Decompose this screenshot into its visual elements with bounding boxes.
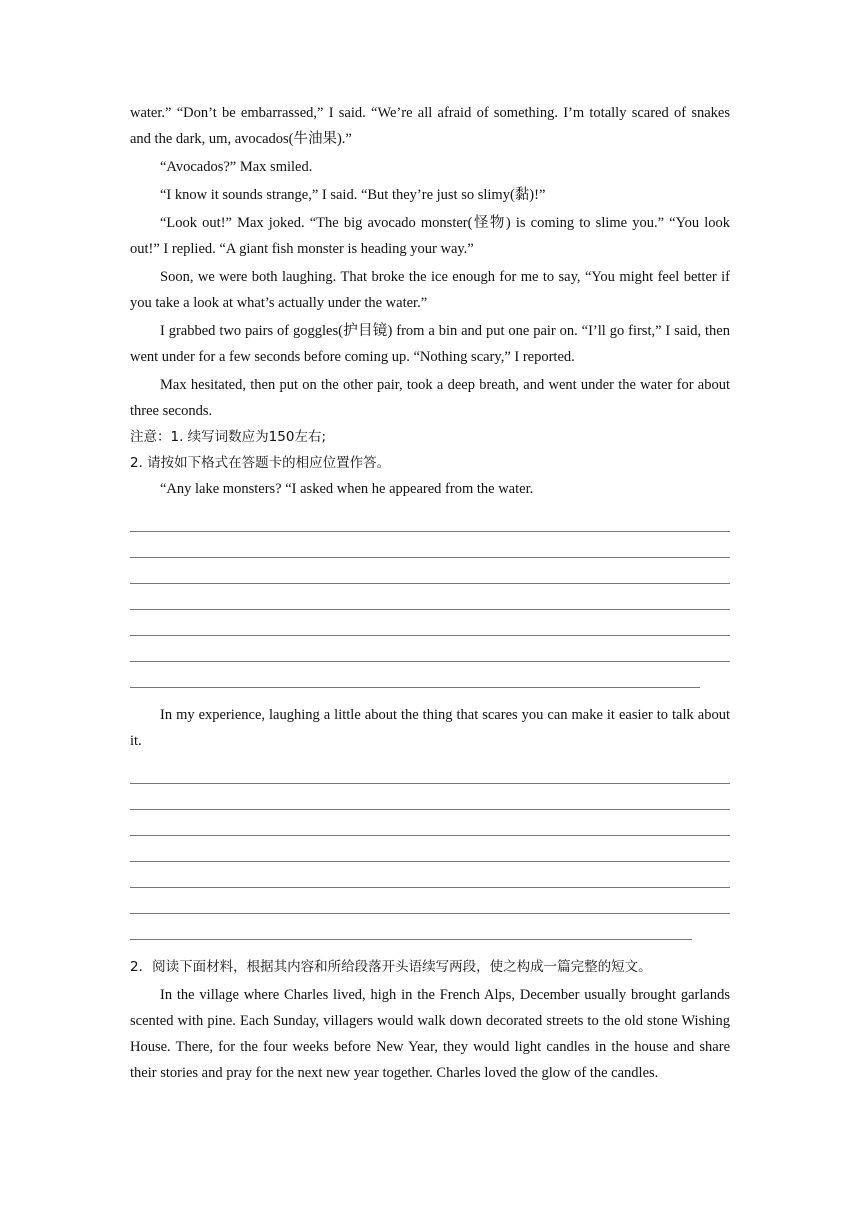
passage-paragraph: I grabbed two pairs of goggles(护目镜) from a bin and put one pair on. “I’ll go first,” I said, then went under for a few seconds before coming up. “Nothing scary,” I reported. [130, 323, 730, 365]
passage-paragraph: Soon, we were both laughing. That broke the ice enough for me to say, “You might feel better if you take a look at what’s actually under the water.” [130, 269, 730, 311]
writing-area-2[interactable] [130, 758, 730, 940]
writing-line[interactable] [130, 914, 692, 940]
writing-line[interactable] [130, 636, 730, 662]
passage-paragraph: water.” “Don’t be embarrassed,” I said. “We’re all afraid of something. I’m totally scared of snakes and the dark, um, avocados(牛油果).” [130, 105, 730, 147]
writing-line[interactable] [130, 888, 730, 914]
question-2-instruction: 2．阅读下面材料，根据其内容和所给段落开头语续写两段，使之构成一篇完整的短文。 [130, 959, 652, 975]
opening-sentence-1: “Any lake monsters? “I asked when he appeared from the water. [160, 481, 534, 497]
writing-line[interactable] [130, 558, 730, 584]
document-page [130, 100, 730, 1086]
writing-line[interactable] [130, 610, 730, 636]
writing-line[interactable] [130, 758, 730, 784]
writing-line[interactable] [130, 784, 730, 810]
passage-paragraph: “Avocados?” Max smiled. [160, 159, 313, 175]
note-word-count: 注意：1. 续写词数应为150左右; [130, 429, 326, 445]
writing-line[interactable] [130, 836, 730, 862]
opening-sentence-2: In my experience, laughing a little about the thing that scares you can make it easier to talk about it. [130, 707, 730, 749]
passage-paragraph: “Look out!” Max joked. “The big avocado monster(怪物) is coming to slime you.” “You look out!” I replied. “A giant fish monster is heading your way.” [130, 215, 730, 257]
writing-line[interactable] [130, 584, 730, 610]
question-2-paragraph: In the village where Charles lived, high in the French Alps, December usually brought garlands scented with pine. Each Sunday, villagers would walk down decorated streets to the old stone Wishing House. There, for the four weeks before New Year, they would light candles in the house and share their stories and pray for the next new year together. Charles loved the glow of the candles. [130, 987, 730, 1081]
writing-line[interactable] [130, 862, 730, 888]
passage-paragraph: “I know it sounds strange,” I said. “But they’re just so slimy(黏)!” [160, 187, 546, 203]
writing-area-1[interactable] [130, 506, 730, 688]
writing-line[interactable] [130, 810, 730, 836]
note-format: 2. 请按如下格式在答题卡的相应位置作答。 [130, 455, 391, 471]
writing-line[interactable] [130, 662, 700, 688]
writing-line[interactable] [130, 506, 730, 532]
passage-paragraph: Max hesitated, then put on the other pair, took a deep breath, and went under the water for about three seconds. [130, 377, 730, 419]
writing-line[interactable] [130, 532, 730, 558]
